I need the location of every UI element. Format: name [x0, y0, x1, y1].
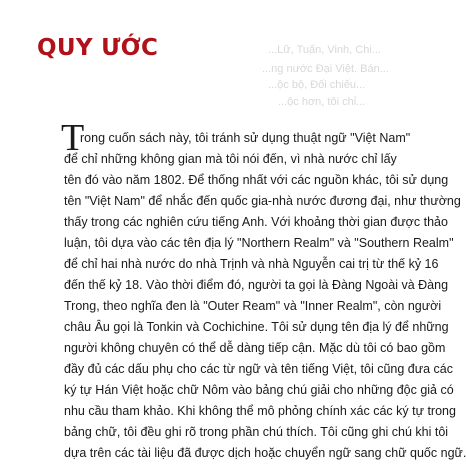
bleed-through-text: ...ộc bộ, Đối chiếu... — [268, 79, 366, 91]
text-line: tên "Việt Nam" để nhắc đến quốc gia-nhà nước đương đại, như thường — [64, 194, 461, 208]
text-line: để chỉ những không gian mà tôi nói đến, vì nhà nước chỉ lấy — [64, 152, 397, 166]
text-line: luận, tôi dựa vào các tên địa lý "Northern Realm" và "Southern Realm" — [64, 236, 454, 250]
body-paragraph — [61, 117, 466, 464]
text-line: bảng chữ, tôi đều ghi rõ trong phần chú thích. Tôi cũng ghi chú khi tôi — [64, 425, 449, 439]
drop-cap: T — [61, 117, 85, 159]
text-line: rong cuốn sách này, tôi tránh sử dụng thuật ngữ "Việt Nam" — [80, 131, 411, 145]
bleed-through-text: ...ng nước Đại Việt. Bán... — [262, 63, 389, 75]
text-line: đầy đủ các dấu phụ cho các từ ngữ và tên tiếng Việt, tôi cũng đưa các — [64, 362, 454, 376]
text-line: người không chuyên có thể dễ dàng tiếp cận. Mặc dù tôi có bao gồm — [64, 341, 446, 355]
text-line: châu Âu gọi là Tonkin và Cochichine. Tôi sử dụng tên địa lý để những — [64, 320, 449, 334]
text-line: thấy trong các nghiên cứu tiếng Anh. Với khoảng thời gian được thảo — [64, 215, 448, 229]
text-line: đến thế kỷ 18. Vào thời điểm đó, người ta gọi là Đàng Ngoài và Đàng — [64, 278, 449, 292]
text-line: ký tự Hán Việt hoặc chữ Nôm vào bảng chú giải cho những độc giả có — [64, 383, 454, 397]
text-line: Trong, theo nghĩa đen là "Outer Ream" và "Inner Realm", còn người — [64, 299, 442, 313]
bleed-through-text: ...Lữ, Tuấn, Vinh, Chi... — [268, 44, 381, 56]
bleed-through-text: ...ộc hơn, tôi chỉ... — [278, 96, 366, 108]
page-title: QUY ƯỚC — [37, 35, 159, 61]
text-line: tên đó vào năm 1802. Để thống nhất với các nguồn khác, tôi sử dụng — [64, 173, 449, 187]
text-line: nhu cầu tham khảo. Khi không thể mô phỏng chính xác các ký tự trong — [64, 404, 456, 418]
text-line: dựa trên các tài liệu đã được dịch hoặc chuyển ngữ sang chữ quốc ngữ. — [64, 446, 466, 460]
text-line: để chỉ hai nhà nước do nhà Trịnh và nhà Nguyễn cai trị từ thế kỷ 16 — [64, 257, 439, 271]
